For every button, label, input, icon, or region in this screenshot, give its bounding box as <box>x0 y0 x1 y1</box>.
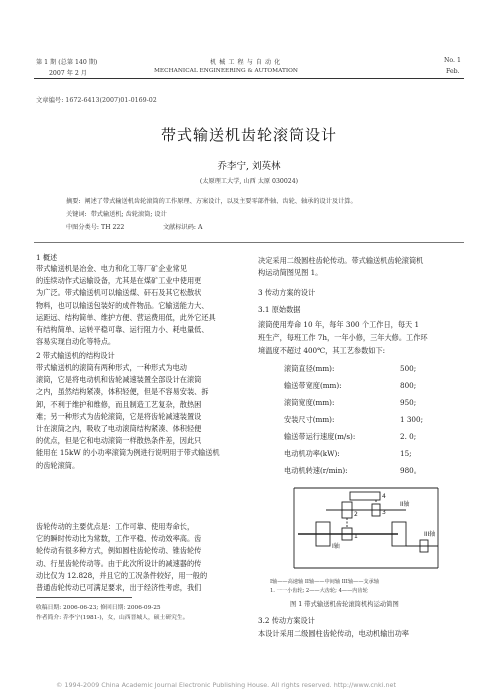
section-2-heading: 2 带式输送机的结构设计 <box>36 351 115 360</box>
text-line: 带式输送机是冶金、电力和化工等厂矿企业常见 <box>36 264 187 273</box>
text-line: 卸，不利于维护和维修，而且制造工艺复杂，散热困 <box>36 399 202 409</box>
internal-gear-4 <box>350 492 380 500</box>
figure-caption: 图 1 带式输送机齿轮滚筒机构运动简图 <box>290 601 399 608</box>
param-motor-speed-value: 980。 <box>400 466 421 475</box>
param-install-size <box>284 415 334 425</box>
mark-gear-4: 4 <box>382 493 386 500</box>
param-drum-diameter <box>284 364 334 374</box>
text-line: 容易实现自动化等特点。 <box>36 337 116 347</box>
param-drum-width <box>284 398 334 408</box>
text-line: 滚筒，它是将电动机和齿轮减速装置全部设计在滚筒 <box>36 375 202 385</box>
author-bio: 作者简介: 乔李宁(1981-)，女，山西晋城人，硕士研究生。 <box>36 615 189 621</box>
abstract-rule <box>34 242 464 243</box>
section-3-1-heading: 3.1 原始数据 <box>258 305 301 314</box>
issue-number: No. 1 <box>444 57 461 64</box>
param-belt-speed-value: 2. 0; <box>400 432 417 441</box>
figure-parts-legend: 1. 一一小齿轮; 2——大齿轮; 4——内齿轮 <box>270 588 368 594</box>
text-line: 有结构简单、运转平稳可靠、运行阻力小、耗电量低、 <box>36 325 209 335</box>
keywords <box>66 209 167 218</box>
right-intro <box>258 255 423 279</box>
mark-gear-3: 3 <box>382 509 386 516</box>
copyright-watermark: © 1994-2009 China Academic Journal Electronic Publishing House. All rights reserved. http://www.cnki.net <box>56 681 396 689</box>
footnote <box>36 603 189 623</box>
text-line: 带式输送机的滚筒有两种形式，一种形式为电动 <box>36 363 187 372</box>
param-label: 输送带运行速度(m/s): <box>284 432 356 441</box>
section-3-2-heading: 3.2 传动方案设计 <box>258 616 315 625</box>
keywords-label: 关键词: <box>66 211 87 218</box>
mark-gear-2: 2 <box>354 511 358 518</box>
figure-axis-legend: I轴——高速轴 II轴——中间轴 III轴——支承轴 <box>270 579 379 585</box>
text-line: 普通齿轮传动已可满足要求，出于经济性考虑，我们 <box>36 583 202 593</box>
text-line: 动比仅为 12.828，并且它的工况条件较好，用一般的 <box>36 570 208 580</box>
article-number: 文章编号: 1672-6413(2007)01-0169-02 <box>36 97 157 104</box>
section-1-body <box>36 263 216 348</box>
mark-gear-1: 1 <box>354 533 358 540</box>
paper-authors: 乔李宁, 刘英林 <box>217 161 281 172</box>
footnote-rule <box>36 597 132 598</box>
param-drum-width-value: 950; <box>400 398 417 407</box>
text-line: 物料，也可以输送包装好的成件物品。它输送能力大、 <box>36 300 209 310</box>
section-3-heading: 3 传动方案的设计 <box>258 288 316 297</box>
document-code: 文献标识码: A <box>163 224 203 231</box>
section-2-body <box>36 362 220 472</box>
text-line: 之内，虽然结构紧凑，体积轻便，但是不容易安装、拆 <box>36 387 209 397</box>
affiliation: (太原理工大学, 山西 太原 030024) <box>199 178 299 185</box>
text-line: 决定采用二级圆柱齿轮传动。带式输送机齿轮滚筒机 <box>258 256 424 265</box>
param-motor-power-value: 15; <box>400 449 412 458</box>
paper-title: 带式输送机齿轮滚筒设计 <box>160 126 337 144</box>
label-shaft-ii: II轴 <box>400 501 410 508</box>
text-line: 滚筒使用寿命 10 年，每年 300 个工作日，每天 1 <box>258 320 420 329</box>
text-line: 的优点，但是它和电动滚筒一样散热条件差，因此只 <box>36 436 202 446</box>
section-2-body-b <box>36 521 207 594</box>
text-line: 动、行星齿轮传动等。由于此次所设计的减速器的传 <box>36 558 202 568</box>
journal-name-en: MECHANICAL ENGINEERING & AUTOMATION <box>154 68 298 74</box>
param-install-size-value: 1 300; <box>400 415 423 424</box>
text-line: 的齿轮滚筒。 <box>36 460 80 470</box>
abstract <box>66 196 357 205</box>
param-drum-diameter-value: 500; <box>400 364 417 373</box>
section-1-heading: 1 概述 <box>36 253 58 262</box>
received-date: 收稿日期: 2006-06-23; 修回日期: 2006-09-25 <box>36 605 161 611</box>
text-line: 难；另一种形式为齿轮滚筒，它是将齿轮减速装置设 <box>36 411 202 421</box>
param-label: 输送带宽度(mm): <box>284 381 342 390</box>
abstract-label: 摘要: <box>66 198 81 205</box>
publication-month: Feb. <box>446 68 460 75</box>
section-3-1-body <box>258 318 428 357</box>
text-line: 它的瞬时传动比为常数，工作平稳、传动效率高。齿 <box>36 534 202 544</box>
publication-date: 2007 年 2 月 <box>49 70 87 77</box>
figure-1-diagram <box>288 482 448 574</box>
param-label: 滚筒直径(mm): <box>284 364 335 373</box>
text-line: 为广泛。带式输送机可以输送煤、矸石及其它松散状 <box>36 288 202 298</box>
text-line: 能用在 15kW 的小功率滚筒为例进行说明用于带式输送机 <box>36 448 220 458</box>
text-line: 班生产，每班工作 7h，一年小修，三年大修。工作环 <box>258 333 428 342</box>
param-belt-speed <box>284 432 355 442</box>
text-line: 的连续动作式运输设备，尤其是在煤矿工业中使用更 <box>36 276 202 286</box>
abstract-text: 阐述了带式输送机齿轮滚筒的工作原理、方案设计，以及主要零部件轴、齿轮、轴承的设计及计算。 <box>84 198 357 205</box>
text-line: 轮传动有很多种方式，例如圆柱齿轮传动、锥齿轮传 <box>36 546 202 556</box>
text-line: 计在滚筒之内，吸收了电动滚筒结构紧凑、体积轻便 <box>36 424 202 434</box>
param-label: 电动机功率(kW): <box>284 449 340 458</box>
keywords-text: 带式输送机; 齿轮滚筒; 设计 <box>90 211 167 218</box>
header-rule <box>34 78 464 79</box>
journal-name-cn: 机 械 工 程 与 自 动 化 <box>210 59 281 66</box>
clc-number: 中图分类号: TH 222 <box>66 224 125 231</box>
section-3-2-body <box>258 628 409 640</box>
param-label: 滚筒宽度(mm): <box>284 398 335 407</box>
param-motor-speed <box>284 466 348 476</box>
param-label: 安装尺寸(mm): <box>284 415 335 424</box>
text-line: 构运动简图见图 1。 <box>258 268 323 278</box>
text-line: 齿轮传动的主要优点是：工作可靠、使用寿命长， <box>36 522 195 531</box>
text-line: 境温度不超过 400℃，其工艺参数如下: <box>258 346 386 355</box>
param-belt-width <box>284 381 342 391</box>
param-motor-power <box>284 449 340 459</box>
label-shaft-i: I轴 <box>332 543 340 550</box>
label-shaft-iii: III轴 <box>424 531 436 538</box>
text-line: 运距远、结构简单、维护方便、营运费用低，此外它还具 <box>36 312 216 322</box>
text-line: 本设计采用二级圆柱齿轮传动，电动机输出功率 <box>258 629 409 638</box>
param-label: 电动机转速(r/min): <box>284 466 348 475</box>
journal-issue: 第 1 期 (总第 140 期) <box>36 59 98 66</box>
param-belt-width-value: 800; <box>400 381 417 390</box>
